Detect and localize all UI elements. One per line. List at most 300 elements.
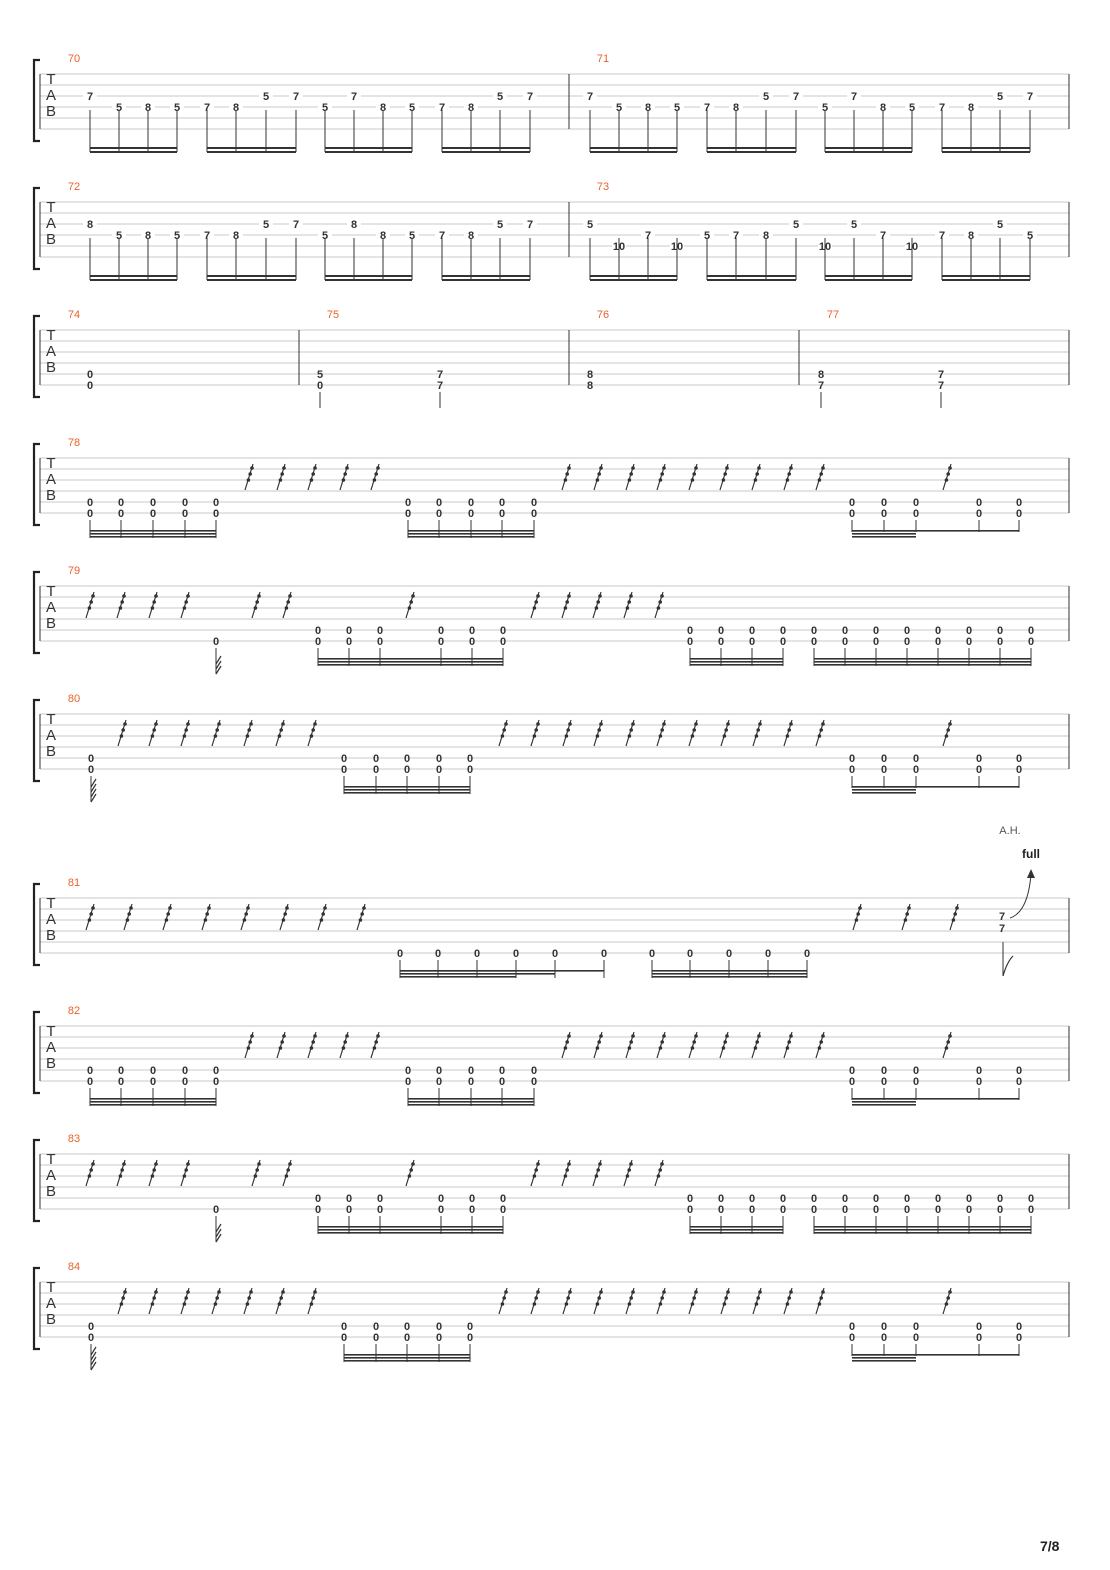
fret-number: 0 [717,636,725,648]
fret-number: 0 [872,636,880,648]
rest-flag [952,918,956,922]
rest-flag [564,606,568,610]
rest-flag [662,722,666,726]
rest [277,1032,286,1058]
tab-clef-letter: T [46,455,56,472]
fret-number: 5 [321,230,329,242]
rest [657,720,666,746]
fret-number: 10 [905,241,919,253]
rest-flag [629,1162,633,1166]
rest [357,904,366,930]
fret-number: 8 [967,230,975,242]
rest-flag [660,1040,664,1044]
rest [655,1160,664,1186]
rest-flag [945,734,949,738]
beam [344,1357,470,1359]
rest [149,592,158,618]
beam [814,1226,1031,1228]
fret-number: 0 [473,948,481,960]
beam [707,151,796,153]
rest-flag [905,912,909,916]
fret-number: 0 [314,1204,322,1216]
fret-number: 7 [526,219,534,231]
rest-flag [91,1162,95,1166]
rest-flag [313,722,317,726]
rest-flag [565,1168,569,1172]
beam [318,1226,503,1228]
rest-flag [629,1296,633,1300]
rest-flag [374,472,378,476]
system-bracket [34,1140,40,1221]
fret-number: 0 [437,625,445,637]
fret-number: 0 [717,1204,725,1216]
rest-flag [596,600,600,604]
fret-number: 5 [408,230,416,242]
fret-number: 0 [600,948,608,960]
rest-flag [755,472,759,476]
rest-flag [120,600,124,604]
fret-number: 7 [1026,91,1034,103]
fret-number: 5 [821,102,829,114]
beam [318,661,503,663]
rest-flag [945,1046,949,1050]
fret-number: 0 [965,1193,973,1205]
fret-number: 0 [1015,1076,1023,1088]
harmonic-label: A.H. [999,825,1021,837]
rest-flag [345,466,349,470]
rest-flag [283,912,287,916]
fret-number: 0 [512,948,520,960]
rest [244,1288,253,1314]
rest-flag [904,918,908,922]
rest-flag [207,906,211,910]
tab-clef-letter: A [45,1167,57,1184]
rest-flag [91,906,95,910]
rest [406,1160,415,1186]
rest-flag [855,918,859,922]
tab-clef-letter: T [46,327,56,344]
fret-number: 0 [403,753,411,765]
fret-number: 0 [345,636,353,648]
fret-number: 7 [998,911,1006,923]
rest-flag [310,734,314,738]
fret-number: 0 [880,497,888,509]
fret-number: 5 [321,102,329,114]
rest-flag [660,728,664,732]
rest-flag [279,478,283,482]
fret-number: 0 [903,636,911,648]
rest-flag [946,1040,950,1044]
rest-flag [660,1162,664,1166]
fret-number: 0 [717,1193,725,1205]
fret-number: 8 [232,102,240,114]
rest-flag [948,466,952,470]
fret-number: 0 [345,625,353,637]
rest-flag [285,606,289,610]
rest [943,1288,952,1314]
fret-number: 0 [87,753,95,765]
fret-number: 5 [496,91,504,103]
rest-flag [313,466,317,470]
fret-number: 0 [314,636,322,648]
rest-flag [215,728,219,732]
fret-number: 0 [530,1065,538,1077]
fret-number: 0 [498,497,506,509]
rest-flag [597,1040,601,1044]
rest-flag [534,600,538,604]
rest-flag [533,1174,537,1178]
rest [902,904,911,930]
fret-number: 5 [115,230,123,242]
beam [707,279,796,281]
rest-flag [533,734,537,738]
fret-number: 0 [149,508,157,520]
rest [853,904,862,930]
rest-flag [787,728,791,732]
rest-flag [628,1046,632,1050]
fret-number: 8 [817,369,825,381]
fret-number: 0 [403,1321,411,1333]
rest-flag [122,1162,126,1166]
fret-number: 0 [117,497,125,509]
fret-number: 0 [975,753,983,765]
fret-number: 0 [880,764,888,776]
rest-flag [151,1302,155,1306]
rest-flag [205,912,209,916]
rest-flag [408,606,412,610]
rest-flag [120,1168,124,1172]
beam [207,147,296,149]
system-bracket [34,572,40,653]
rest [784,1288,793,1314]
rest-flag [409,600,413,604]
fret-number: 7 [292,219,300,231]
rest-flag [217,1290,221,1294]
fret-number: 0 [551,948,559,960]
rest-flag [119,606,123,610]
tab-staff [34,309,1069,397]
fret-number: 10 [670,241,684,253]
rest [163,904,172,930]
fret-number: 5 [173,102,181,114]
rest-flag [662,1290,666,1294]
rest-flag [151,1174,155,1178]
beam [408,533,534,535]
fret-number: 7 [86,91,94,103]
rest [752,464,761,490]
rest-flag [89,1168,93,1172]
rest-flag [596,1168,600,1172]
rest-flag [126,918,130,922]
tab-staff [34,53,1069,141]
rest-flag [310,1046,314,1050]
rest-flag [629,594,633,598]
beam [400,976,516,978]
rest-flag [629,1040,633,1044]
fret-number: 0 [975,1076,983,1088]
rest-flag [626,606,630,610]
fret-number: 0 [903,625,911,637]
fret-number: 0 [996,625,1004,637]
rest-flag [691,1046,695,1050]
fret-number: 0 [996,1204,1004,1216]
rest-flag [629,728,633,732]
rest-flag [248,472,252,476]
beam [90,536,216,538]
rest-flag [755,734,759,738]
fret-number: 0 [848,497,856,509]
beam [344,792,470,794]
fret-number: 5 [316,369,324,381]
fret-number: 0 [498,1065,506,1077]
rest-flag [787,1296,791,1300]
fret-number: 0 [345,1204,353,1216]
rest-flag [597,728,601,732]
beam [942,147,1030,149]
beam [318,1229,503,1231]
beam [400,973,516,975]
fret-number: 5 [262,91,270,103]
rest-flag [343,1040,347,1044]
rest-flag [564,1046,568,1050]
rest [149,1288,158,1314]
rest [626,464,635,490]
fret-number: 0 [498,1076,506,1088]
system-bracket [34,884,40,965]
rest-flag [787,472,791,476]
fret-number: 0 [434,948,442,960]
fret-number: 8 [586,369,594,381]
beam [690,658,783,660]
rest-flag [756,1296,760,1300]
rest-flag [91,594,95,598]
beam [516,973,555,975]
rest-flag [599,1290,603,1294]
rest [149,720,158,746]
beam [442,151,530,153]
rest [340,464,349,490]
fret-number: 0 [468,1193,476,1205]
beam [825,279,912,281]
fret-number: 0 [498,508,506,520]
fret-number: 0 [404,497,412,509]
beam [825,275,912,277]
fret-number: 0 [435,508,443,520]
fret-number: 0 [912,753,920,765]
rest-flag [598,594,602,598]
rest-flag [691,734,695,738]
beam [318,658,503,660]
rest-flag [789,1034,793,1038]
rest [531,1160,540,1186]
rest-flag [659,478,663,482]
fret-number: 0 [376,636,384,648]
tab-staff [34,181,1069,269]
rest-flag [313,1290,317,1294]
fret-number: 7 [586,91,594,103]
fret-number: 7 [703,102,711,114]
rest-flag [186,1290,190,1294]
bend-arrowhead [1027,869,1035,878]
beam [690,1229,783,1231]
rest [593,1160,602,1186]
fret-number: 5 [673,102,681,114]
rest [212,1288,221,1314]
fret-number: 0 [340,753,348,765]
fret-number: 0 [466,764,474,776]
fret-number: 0 [912,1076,920,1088]
rest-flag [152,728,156,732]
fret-number: 0 [396,948,404,960]
rest [689,1032,698,1058]
tab-clef-letter: B [45,487,57,504]
fret-number: 0 [848,753,856,765]
rest-flag [659,1046,663,1050]
beam [825,151,912,153]
fret-number: 0 [212,508,220,520]
measure-number: 83 [67,1133,81,1145]
rest-flag [321,912,325,916]
rest [276,720,285,746]
fret-number: 0 [848,1065,856,1077]
beam [325,147,412,149]
rest-flag [123,722,127,726]
fret-number: 0 [340,1321,348,1333]
beam [690,661,783,663]
rest [277,464,286,490]
fret-number: 5 [615,102,623,114]
rest-flag [596,478,600,482]
fret-number: 8 [879,102,887,114]
rest-flag [154,1290,158,1294]
beam [942,275,1030,277]
rest [562,1032,571,1058]
fret-number: 7 [879,230,887,242]
fret-number: 5 [908,102,916,114]
rest-flag [120,1302,124,1306]
rest [283,592,292,618]
rest-flag [249,722,253,726]
beam [318,1232,503,1234]
fret-number: 0 [376,1204,384,1216]
rest [340,1032,349,1058]
beam [814,1229,1031,1231]
rest-flag [631,1290,635,1294]
rest-flag [692,1040,696,1044]
beam [852,1104,916,1106]
rest-flag [186,722,190,726]
beam [814,1232,1031,1234]
rest-flag [279,728,283,732]
tab-clef-letter: B [45,359,57,376]
fret-number: 0 [117,1076,125,1088]
rest-flag [183,734,187,738]
rest-flag [694,1034,698,1038]
fret-number: 0 [880,508,888,520]
system-bracket [34,444,40,525]
tab-clef-letter: A [45,215,57,232]
fret-number: 0 [181,508,189,520]
fret-number: 5 [173,230,181,242]
tab-clef-letter: T [46,711,56,728]
rest-flag [598,1162,602,1166]
fret-number: 0 [880,753,888,765]
fret-number: 0 [748,636,756,648]
rest-flag [948,1290,952,1294]
beam [690,664,783,666]
fret-number: 0 [965,625,973,637]
rest [308,720,317,746]
rest-flag [789,466,793,470]
rest [657,1032,666,1058]
fret-number: 8 [86,219,94,231]
system-bracket [34,1012,40,1093]
beam [852,792,916,794]
rest [252,1160,261,1186]
fret-number: 0 [499,1193,507,1205]
rest [499,1288,508,1314]
rest-flag [596,1046,600,1050]
rest-flag [597,472,601,476]
rest-flag [567,1034,571,1038]
rest-flag [568,1290,572,1294]
rest-flag [286,1168,290,1172]
rest-flag [282,1034,286,1038]
rest-flag [248,1040,252,1044]
tab-clef-letter: A [45,343,57,360]
rest-flag [183,1174,187,1178]
rest-flag [285,1174,289,1178]
rest-flag [694,466,698,470]
rest-flag [629,472,633,476]
fret-number: 7 [792,91,800,103]
rest [950,904,959,930]
fret-number: 0 [965,1204,973,1216]
rest-flag [726,1290,730,1294]
rest-flag [123,1290,127,1294]
rest [149,1160,158,1186]
fret-number: 0 [435,1332,443,1344]
rest [181,1288,190,1314]
rest-flag [946,472,950,476]
fret-number: 0 [975,508,983,520]
rest-flag [504,1290,508,1294]
fret-number: 5 [850,219,858,231]
fret-number: 0 [530,508,538,520]
fret-number: 0 [880,1321,888,1333]
fret-number: 0 [467,1076,475,1088]
rest-flag [122,594,126,598]
fret-number: 0 [404,508,412,520]
rest-flag [89,912,93,916]
rest-flag [411,1162,415,1166]
rest-flag [818,1046,822,1050]
tab-clef-letter: T [46,895,56,912]
beam [590,275,677,277]
beam [90,279,177,281]
rest-flag [757,1034,761,1038]
rest-flag [627,600,631,604]
fret-number: 5 [703,230,711,242]
rest-flag [818,734,822,738]
beam [852,533,916,535]
fret-number: 0 [841,1204,849,1216]
rest-flag [121,1296,125,1300]
fret-number: 0 [686,1204,694,1216]
rest-flag [320,918,324,922]
rest [276,1288,285,1314]
fret-number: 0 [468,625,476,637]
